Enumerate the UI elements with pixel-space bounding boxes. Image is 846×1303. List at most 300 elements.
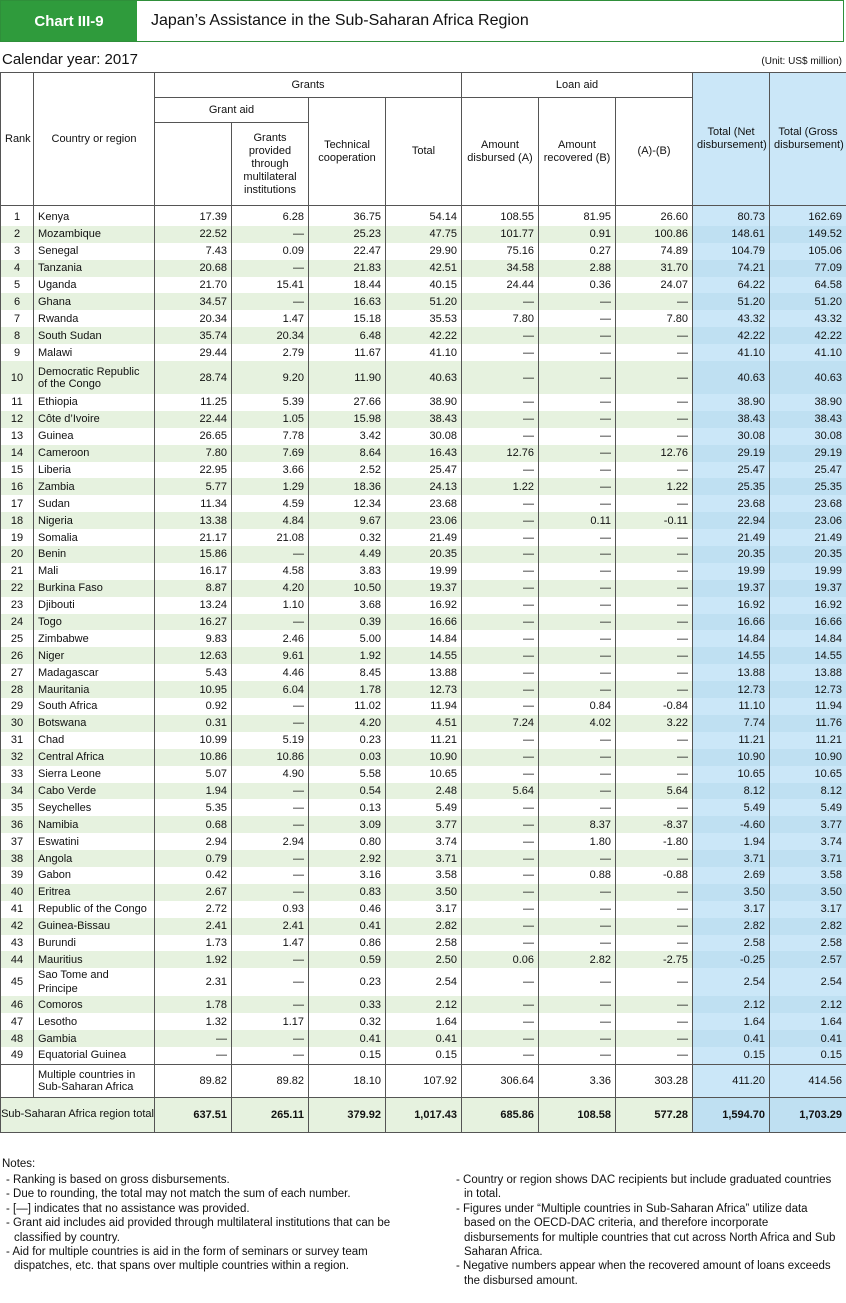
value-cell: — [616,1030,693,1047]
value-cell: 0.15 [386,1047,462,1064]
value-cell: 20.34 [232,327,309,344]
value-cell: — [616,918,693,935]
rank-cell: 1 [1,206,34,226]
value-cell: 22.94 [693,512,770,529]
value-cell: 1.64 [386,1013,462,1030]
rank-cell: 23 [1,597,34,614]
value-cell: 81.95 [539,206,616,226]
total-label: Sub-Saharan Africa region total [1,1097,155,1132]
table-row [1,901,846,918]
value-cell: 41.10 [693,344,770,361]
value-cell: -4.60 [693,816,770,833]
value-cell: — [462,495,539,512]
table-row [1,361,846,394]
notes-left-column [2,1173,402,1274]
value-cell: 5.77 [155,478,232,495]
rank-cell: 19 [1,529,34,546]
country-cell: Somalia [34,529,155,546]
value-cell: 12.76 [616,445,693,462]
value-cell: — [462,344,539,361]
value-cell: 16.43 [386,445,462,462]
value-cell: 0.11 [539,512,616,529]
value-cell: — [462,968,539,996]
value-cell: 10.65 [386,766,462,783]
value-cell: 0.03 [309,749,386,766]
value-cell: 3.42 [309,428,386,445]
value-cell: 6.04 [232,681,309,698]
value-cell: 2.41 [155,918,232,935]
value-cell: 13.38 [155,512,232,529]
header-grants-multilateral: Grants provided through multilateral institutions [232,123,309,206]
value-cell: 3.16 [309,867,386,884]
value-cell: 2.94 [155,833,232,850]
value-cell: 14.55 [770,647,846,664]
header-a-minus-b: (A)-(B) [616,98,693,206]
value-cell: 21.08 [232,529,309,546]
header-grants: Grants [155,73,462,98]
value-cell: 1.22 [462,478,539,495]
value-cell: 2.41 [232,918,309,935]
table-row [1,951,846,968]
country-cell: Senegal [34,243,155,260]
value-cell: 0.06 [462,951,539,968]
table-row [1,833,846,850]
value-cell: 14.84 [770,630,846,647]
value-cell: 149.52 [770,226,846,243]
value-cell: 0.68 [155,816,232,833]
value-cell: 30.08 [693,428,770,445]
total-value-cell: 637.51 [155,1097,232,1132]
value-cell: 23.68 [770,495,846,512]
header-total-gross: Total (Gross disbursement) [770,73,846,206]
value-cell: 14.84 [693,630,770,647]
value-cell: — [539,681,616,698]
value-cell: — [616,344,693,361]
value-cell: — [539,884,616,901]
value-cell: 0.32 [309,529,386,546]
value-cell: 40.63 [386,361,462,394]
country-cell: Burundi [34,935,155,952]
country-cell: Rwanda [34,310,155,327]
country-cell: Benin [34,546,155,563]
country-cell: Eritrea [34,884,155,901]
rank-cell [1,1064,34,1097]
value-cell: — [539,293,616,310]
country-cell: Liberia [34,462,155,479]
value-cell: 38.43 [693,411,770,428]
value-cell: 21.49 [770,529,846,546]
value-cell: 40.15 [386,277,462,294]
value-cell: — [539,411,616,428]
value-cell: -8.37 [616,816,693,833]
value-cell: 74.89 [616,243,693,260]
value-cell: 10.90 [386,749,462,766]
rank-cell: 14 [1,445,34,462]
value-cell: 101.77 [462,226,539,243]
value-cell: 21.49 [386,529,462,546]
value-cell: — [539,478,616,495]
country-cell: Cameroon [34,445,155,462]
value-cell: 25.47 [693,462,770,479]
country-cell: Djibouti [34,597,155,614]
value-cell: 13.88 [693,664,770,681]
value-cell: 64.22 [693,277,770,294]
value-cell: — [616,630,693,647]
notes-title: Notes: [2,1158,36,1170]
total-value-cell: 379.92 [309,1097,386,1132]
rank-cell: 3 [1,243,34,260]
value-cell: 11.10 [693,698,770,715]
value-cell: 3.71 [770,850,846,867]
value-cell: -0.11 [616,512,693,529]
value-cell: — [539,968,616,996]
value-cell: — [616,411,693,428]
value-cell: 3.66 [232,462,309,479]
value-cell: 89.82 [232,1064,309,1097]
value-cell: 14.55 [386,647,462,664]
value-cell: — [539,664,616,681]
value-cell: 16.92 [770,597,846,614]
rank-cell: 37 [1,833,34,850]
value-cell: 1.17 [232,1013,309,1030]
value-cell: 0.32 [309,1013,386,1030]
country-cell: Zimbabwe [34,630,155,647]
value-cell: — [539,580,616,597]
value-cell: 15.41 [232,277,309,294]
rank-cell: 38 [1,850,34,867]
country-cell: Tanzania [34,260,155,277]
country-cell: Seychelles [34,799,155,816]
note-item: - Country or region shows DAC recipients but include graduated countries in total. [456,1174,832,1201]
value-cell: 64.58 [770,277,846,294]
value-cell: 42.22 [386,327,462,344]
value-cell: 10.86 [232,749,309,766]
value-cell: — [462,1030,539,1047]
table-row [1,647,846,664]
value-cell: 7.74 [693,715,770,732]
note-item: - Due to rounding, the total may not match the sum of each number. [6,1188,351,1201]
value-cell: 35.53 [386,310,462,327]
value-cell: — [462,293,539,310]
value-cell: 2.54 [386,968,462,996]
value-cell: 2.88 [539,260,616,277]
rank-cell: 34 [1,783,34,800]
header-technical: Technical cooperation [309,98,386,206]
value-cell: 13.88 [386,664,462,681]
value-cell: 0.84 [539,698,616,715]
value-cell: 2.12 [386,996,462,1013]
country-cell: Eswatini [34,833,155,850]
country-cell: Niger [34,647,155,664]
value-cell: 303.28 [616,1064,693,1097]
rank-cell: 29 [1,698,34,715]
value-cell: — [616,293,693,310]
value-cell: — [616,580,693,597]
value-cell: 4.58 [232,563,309,580]
value-cell: 4.20 [232,580,309,597]
value-cell: — [539,546,616,563]
table-row [1,816,846,833]
value-cell: 0.59 [309,951,386,968]
value-cell: — [462,918,539,935]
value-cell: 0.83 [309,884,386,901]
value-cell: 16.17 [155,563,232,580]
value-cell: 74.21 [693,260,770,277]
value-cell: 20.35 [770,546,846,563]
value-cell: — [232,884,309,901]
value-cell: — [462,327,539,344]
value-cell: 2.82 [693,918,770,935]
value-cell: — [232,260,309,277]
table-row [1,344,846,361]
value-cell: — [616,546,693,563]
country-cell: Mauritania [34,681,155,698]
header-rank: Rank [1,73,34,206]
total-value-cell: 265.11 [232,1097,309,1132]
value-cell: — [462,766,539,783]
value-cell: 2.67 [155,884,232,901]
value-cell: — [232,816,309,833]
table-row [1,512,846,529]
table-row [1,529,846,546]
value-cell: — [616,1047,693,1064]
value-cell: — [462,816,539,833]
rank-cell: 45 [1,968,34,996]
country-cell: Nigeria [34,512,155,529]
value-cell: — [539,394,616,411]
rank-cell: 5 [1,277,34,294]
table-row [1,884,846,901]
note-item: - Aid for multiple countries is aid in the form of seminars or survey team dispatches, etc. that spans over multiple countries within a region. [6,1246,368,1273]
value-cell: — [616,749,693,766]
value-cell: 2.12 [693,996,770,1013]
value-cell: 2.82 [770,918,846,935]
country-cell: Zambia [34,478,155,495]
country-cell: Namibia [34,816,155,833]
value-cell: — [462,867,539,884]
value-cell: — [616,597,693,614]
value-cell: 14.84 [386,630,462,647]
value-cell: 10.65 [693,766,770,783]
assistance-table [0,72,846,1133]
value-cell: 10.50 [309,580,386,597]
value-cell: 26.60 [616,206,693,226]
table-row [1,664,846,681]
value-cell: — [462,630,539,647]
rank-cell: 47 [1,1013,34,1030]
value-cell: 10.90 [770,749,846,766]
value-cell: 10.99 [155,732,232,749]
table-row [1,614,846,631]
value-cell: 15.86 [155,546,232,563]
value-cell: — [616,799,693,816]
table-row [1,428,846,445]
value-cell: 29.19 [770,445,846,462]
value-cell: — [616,681,693,698]
value-cell: 5.58 [309,766,386,783]
value-cell: 7.43 [155,243,232,260]
table-row [1,206,846,226]
value-cell: 7.80 [462,310,539,327]
country-cell: Kenya [34,206,155,226]
value-cell: 0.31 [155,715,232,732]
value-cell: 3.77 [386,816,462,833]
value-cell: — [462,411,539,428]
value-cell: 7.24 [462,715,539,732]
rank-cell: 43 [1,935,34,952]
value-cell: — [232,715,309,732]
table-body [1,206,846,1133]
header-disbursed: Amount disbursed (A) [462,98,539,206]
rank-cell: 13 [1,428,34,445]
country-cell: Mauritius [34,951,155,968]
value-cell: — [539,344,616,361]
table-row [1,445,846,462]
table-header [1,73,846,206]
value-cell: 6.28 [232,206,309,226]
value-cell: 19.99 [386,563,462,580]
value-cell: 3.74 [770,833,846,850]
header-grant-aid: Grant aid [155,98,309,123]
value-cell: 22.95 [155,462,232,479]
subheader [0,51,846,71]
table-row [1,698,846,715]
value-cell: — [616,935,693,952]
value-cell: 12.73 [693,681,770,698]
value-cell: — [539,361,616,394]
value-cell: — [539,1047,616,1064]
rank-cell: 16 [1,478,34,495]
rank-cell: 24 [1,614,34,631]
rank-cell: 11 [1,394,34,411]
rank-cell: 49 [1,1047,34,1064]
value-cell: — [616,766,693,783]
table-row [1,243,846,260]
value-cell: — [462,1047,539,1064]
value-cell: 20.68 [155,260,232,277]
value-cell: — [462,546,539,563]
value-cell: 19.99 [693,563,770,580]
value-cell: 1.22 [616,478,693,495]
value-cell: — [539,766,616,783]
value-cell: — [232,1030,309,1047]
table-row [1,277,846,294]
rank-cell: 18 [1,512,34,529]
table-row [1,462,846,479]
value-cell: 10.65 [770,766,846,783]
country-cell: Ghana [34,293,155,310]
value-cell: 19.99 [770,563,846,580]
value-cell: 2.79 [232,344,309,361]
value-cell: 3.50 [770,884,846,901]
country-cell: Guinea-Bissau [34,918,155,935]
value-cell: 0.86 [309,935,386,952]
table-row [1,293,846,310]
note-item: - [—] indicates that no assistance was provided. [6,1202,250,1215]
value-cell: 43.32 [770,310,846,327]
value-cell: 12.76 [462,445,539,462]
rank-cell: 46 [1,996,34,1013]
value-cell: 108.55 [462,206,539,226]
value-cell: 5.07 [155,766,232,783]
value-cell: — [232,546,309,563]
table-row [1,310,846,327]
country-cell: South Africa [34,698,155,715]
value-cell: 4.20 [309,715,386,732]
value-cell: — [462,884,539,901]
value-cell: 0.79 [155,850,232,867]
value-cell: — [462,681,539,698]
rank-cell: 28 [1,681,34,698]
value-cell: 11.25 [155,394,232,411]
value-cell: 40.63 [693,361,770,394]
rank-cell: 31 [1,732,34,749]
value-cell: 5.39 [232,394,309,411]
value-cell: — [616,732,693,749]
rank-cell: 25 [1,630,34,647]
value-cell: -1.80 [616,833,693,850]
table-row [1,935,846,952]
rank-cell: 32 [1,749,34,766]
table-row [1,681,846,698]
value-cell: 6.48 [309,327,386,344]
value-cell: 2.58 [386,935,462,952]
value-cell: 3.71 [693,850,770,867]
value-cell: — [616,850,693,867]
value-cell: — [539,732,616,749]
value-cell: 3.17 [770,901,846,918]
rank-cell: 26 [1,647,34,664]
value-cell: 47.75 [386,226,462,243]
value-cell: 12.73 [386,681,462,698]
value-cell: 1.80 [539,833,616,850]
value-cell: 22.52 [155,226,232,243]
value-cell: 2.69 [693,867,770,884]
value-cell: 1.05 [232,411,309,428]
value-cell: 5.49 [770,799,846,816]
value-cell: — [539,783,616,800]
value-cell: — [539,799,616,816]
value-cell: -0.25 [693,951,770,968]
value-cell: 8.87 [155,580,232,597]
value-cell: 15.98 [309,411,386,428]
value-cell: 11.94 [770,698,846,715]
country-cell: Madagascar [34,664,155,681]
value-cell: — [616,394,693,411]
table-row [1,478,846,495]
value-cell: 38.43 [386,411,462,428]
value-cell: 2.52 [309,462,386,479]
country-cell: Comoros [34,996,155,1013]
value-cell: 0.23 [309,732,386,749]
header-grants-total: Total [386,98,462,206]
value-cell: — [539,597,616,614]
value-cell: 2.94 [232,833,309,850]
value-cell: 1.78 [309,681,386,698]
value-cell: 4.84 [232,512,309,529]
value-cell: 12.73 [770,681,846,698]
table-row [1,630,846,647]
rank-cell: 36 [1,816,34,833]
value-cell: 29.90 [386,243,462,260]
country-cell: Equatorial Guinea [34,1047,155,1064]
value-cell: 0.54 [309,783,386,800]
value-cell: 24.13 [386,478,462,495]
value-cell: 2.48 [386,783,462,800]
value-cell: 0.42 [155,867,232,884]
country-cell: Uganda [34,277,155,294]
country-cell: Cabo Verde [34,783,155,800]
